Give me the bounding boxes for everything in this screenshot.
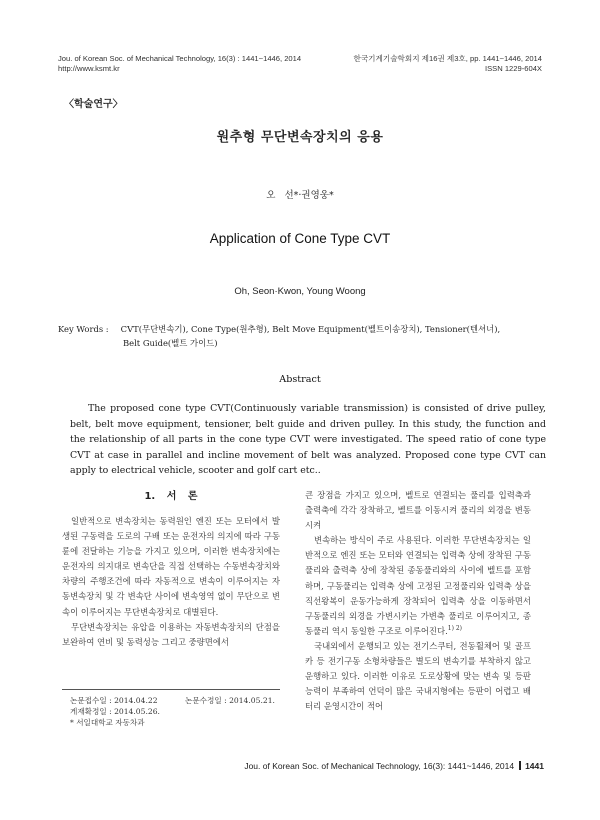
journal-citation-ko: 한국기계기술학회지 제16권 제3호, pp. 1441~1446, 2014 [353,54,542,63]
running-header-right [354,54,542,74]
author-affiliation: * 서일대학교 자동차과 [70,718,145,727]
running-header-left [58,54,301,74]
intro-paragraph-4: 국내외에서 운행되고 있는 전기스쿠터, 전동휠체어 및 골프카 등 전기구동 소형차량들은 별도의 변속기를 부착하지 않고 운행하고 있다. 이러한 이유로 도로상황에 맞는 변속 및 등판능력이 부족하여 언덕이 많은 국내지형에는 등판이 어렵고 배터리 운영시간이 적어 [305,640,531,712]
intro-paragraph-3-text: 변속하는 방식이 주로 사용된다. 이러한 무단변속장치는 일반적으로 엔진 또는 모터와 연결되는 입력축 상에 장착된 구동풀리와 출력축 상에 장착된 종동풀리와의 사이에 벨트를 포함하며, 구동풀리는 입력축 상에 고정된 고정풀리와 입력축 상을 직선왕복이 운동가능하게 장착되어 입력축 상을 이동하면서 구동풀리의 외경을 가변시키는 가변축 풀리로 이루어지고, 종동풀리 역시 동일한 구조로 이루어진다. [305,535,531,636]
page-number: 1441 [525,761,544,771]
footer-journal: Jou. of Korean Soc. of Mechanical Technology, 16(3): 1441~1446, 2014 [244,761,515,771]
title-english: Application of Cone Type CVT [209,231,391,246]
keywords-line-1: CVT(무단변속기), Cone Type(원추형), Belt Move Equipment(벨트이송장치), Tensioner(텐셔너), [120,324,501,334]
authors-english: Oh, Seon·Kwon, Young Woong [234,286,366,297]
intro-paragraph-1: 일반적으로 변속장치는 동력원인 엔진 또는 모터에서 발생된 구동력을 도로의 구배 또는 운전자의 의지에 따라 구동륜에 전달하는 기능을 가지고 있으며, 이러한 변속장치에는 운전자의 의지대로 변속단을 직접 선택하는 수동변속장치와 차량의 주행조건에 따라 자동적으로 변속이 이루어지는 자동변속장치 및 각 변속단 사이에 변속영역 없이 무단으로 변속이 이루어지는 무단변속장치로 대별된다. [62,516,280,617]
keywords-label: Key Words : [58,324,109,334]
footnote-divider [62,689,280,690]
title-korean: 원추형 무단변속장치의 응용 [216,130,384,145]
column-right [305,488,531,714]
article-category: 〈학술연구〉 [64,99,123,110]
abstract-heading: Abstract [279,374,321,385]
section-heading-introduction: 1. 서 론 [144,491,198,502]
intro-paragraph-2: 무단변속장치는 유압을 이용하는 자동변속장치의 단점을 보완하여 연비 및 동력성능 그리고 중량면에서 [62,621,280,647]
journal-url: http://www.ksmt.kr [58,64,120,73]
citation-ref: 1) 2) [447,625,462,633]
date-received: 논문접수일 : 2014.04.22 [70,696,158,705]
intro-paragraph-2-continued: 큰 장점을 가지고 있으며, 벨트로 연결되는 풀리를 입력축과 출력축에 각각 장착하고, 벨트를 이동시켜 풀리의 외경을 변동시켜 [305,490,531,531]
keywords [58,322,538,350]
date-revised: 논문수정일 : 2014.05.21. [185,696,275,705]
running-footer [244,761,544,771]
issn: ISSN 1229-604X [485,64,542,73]
footnotes [70,695,300,728]
journal-citation-en: Jou. of Korean Soc. of Mechanical Technology, 16(3) : 1441~1446, 2014 [58,54,302,63]
intro-paragraph-3 [305,533,531,639]
authors-korean: 오 선*·권영웅* [266,190,334,201]
keywords-line-2: Belt Guide(벨트 가이드) [123,338,218,348]
abstract-text: The proposed cone type CVT(Continuously variable transmission) is consisted of drive pulley, belt, belt move equipment, tensioner, belt guide and driven pulley. In this study, the function and the relationship of all parts in the cone type CVT were investigated. The speed ratio of cone type CVT at case in parallel and incline movement of belt was analyzed. Proposed cone type CVT can apply to electrical vehicle, scooter and golf cart etc.. [70,403,546,477]
column-left [62,488,280,650]
date-accepted: 게재확정일 : 2014.05.26. [70,707,160,716]
footer-divider [519,761,521,770]
